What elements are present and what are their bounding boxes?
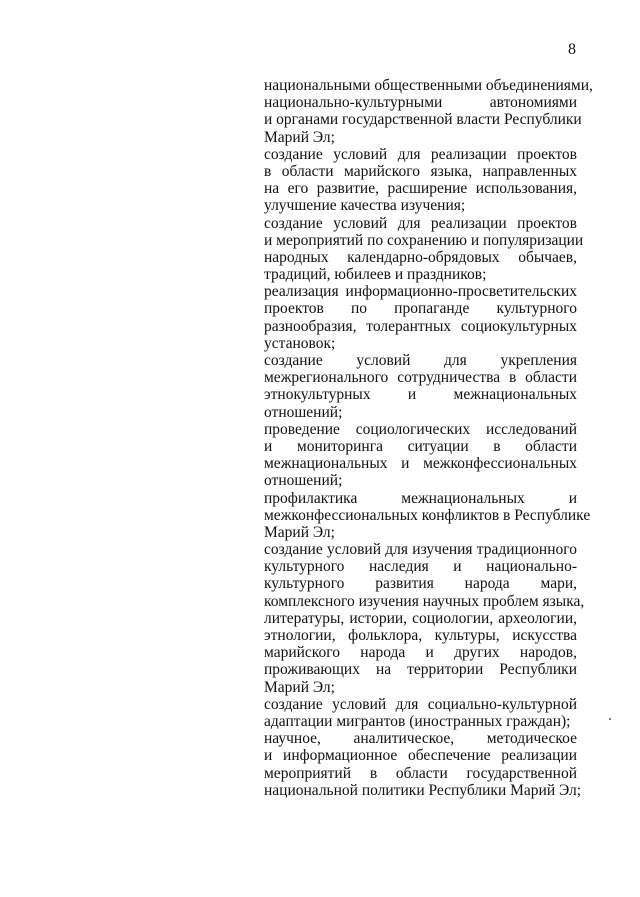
text-line: создание условий для реализации проектов [264,214,577,232]
text-line: реализация информационно-просветительских [264,283,577,301]
text-line: культурного наследия и национально- [264,558,577,576]
text-line: профилактика межнациональных и [264,489,577,507]
text-line: национальными общественными объединениями, [264,77,593,94]
text-line: в области марийского языка, направленных [264,162,577,180]
text-line: межнациональных и межконфессиональных [264,455,577,473]
text-line: национальной политики Республики Марий Эл; [264,781,582,799]
text-line: культурного развития народа мари, [264,575,577,593]
text-line: улучшение качества изучения; [264,197,466,215]
body-text [264,77,593,799]
text-line: отношений; [264,403,343,421]
text-line: и информационное обеспечение реализации [264,747,577,765]
text-line: марийского народа и других народов, [264,644,577,662]
text-line: проживающих на территории Республики [264,661,577,679]
text-line: Марий Эл; [264,678,335,696]
scan-speck [609,718,611,720]
text-line: комплексного изучения научных проблем языка, [264,592,585,610]
text-line: Марий Эл; [264,128,335,146]
text-line: создание условий для изучения традиционного [264,541,577,559]
text-line: и мониторинга ситуации в области [264,437,577,455]
text-line: разнообразия, толерантных социокультурных [264,317,577,335]
text-line: этнокультурных и межнациональных [264,386,577,404]
text-line: на его развитие, расширение использования, [264,180,577,198]
text-line: литературы, истории, социологии, археологии, [264,609,577,627]
text-line: и мероприятий по сохранению и популяризации [264,231,584,249]
text-line: межконфессиональных конфликтов в Республике [264,506,591,524]
text-line: установок; [264,334,336,352]
text-line: этнологии, фольклора, культуры, искусства [264,627,577,644]
text-line: и органами государственной власти Республики [264,111,582,129]
text-line: проведение социологических исследований [264,420,577,438]
page-number: 8 [568,41,576,58]
text-line: Марий Эл; [264,523,335,541]
text-line: создание условий для социально-культурной [264,695,577,713]
text-line: традиций, юбилеев и праздников; [264,266,487,284]
text-line: национально-культурными автономиями [264,94,577,112]
text-line: создание условий для укрепления [264,352,577,369]
text-line: межрегионального сотрудничества в области [264,369,577,387]
text-line: мероприятий в области государственной [264,764,577,782]
text-line: народных календарно-обрядовых обычаев, [264,248,577,266]
text-line: научное, аналитическое, методическое [264,730,577,748]
text-line: создание условий для реализации проектов [264,145,577,163]
text-line: адаптации мигрантов (иностранных граждан); [264,712,571,730]
text-line: проектов по пропаганде культурного [264,300,577,318]
text-line: отношений; [264,472,343,490]
